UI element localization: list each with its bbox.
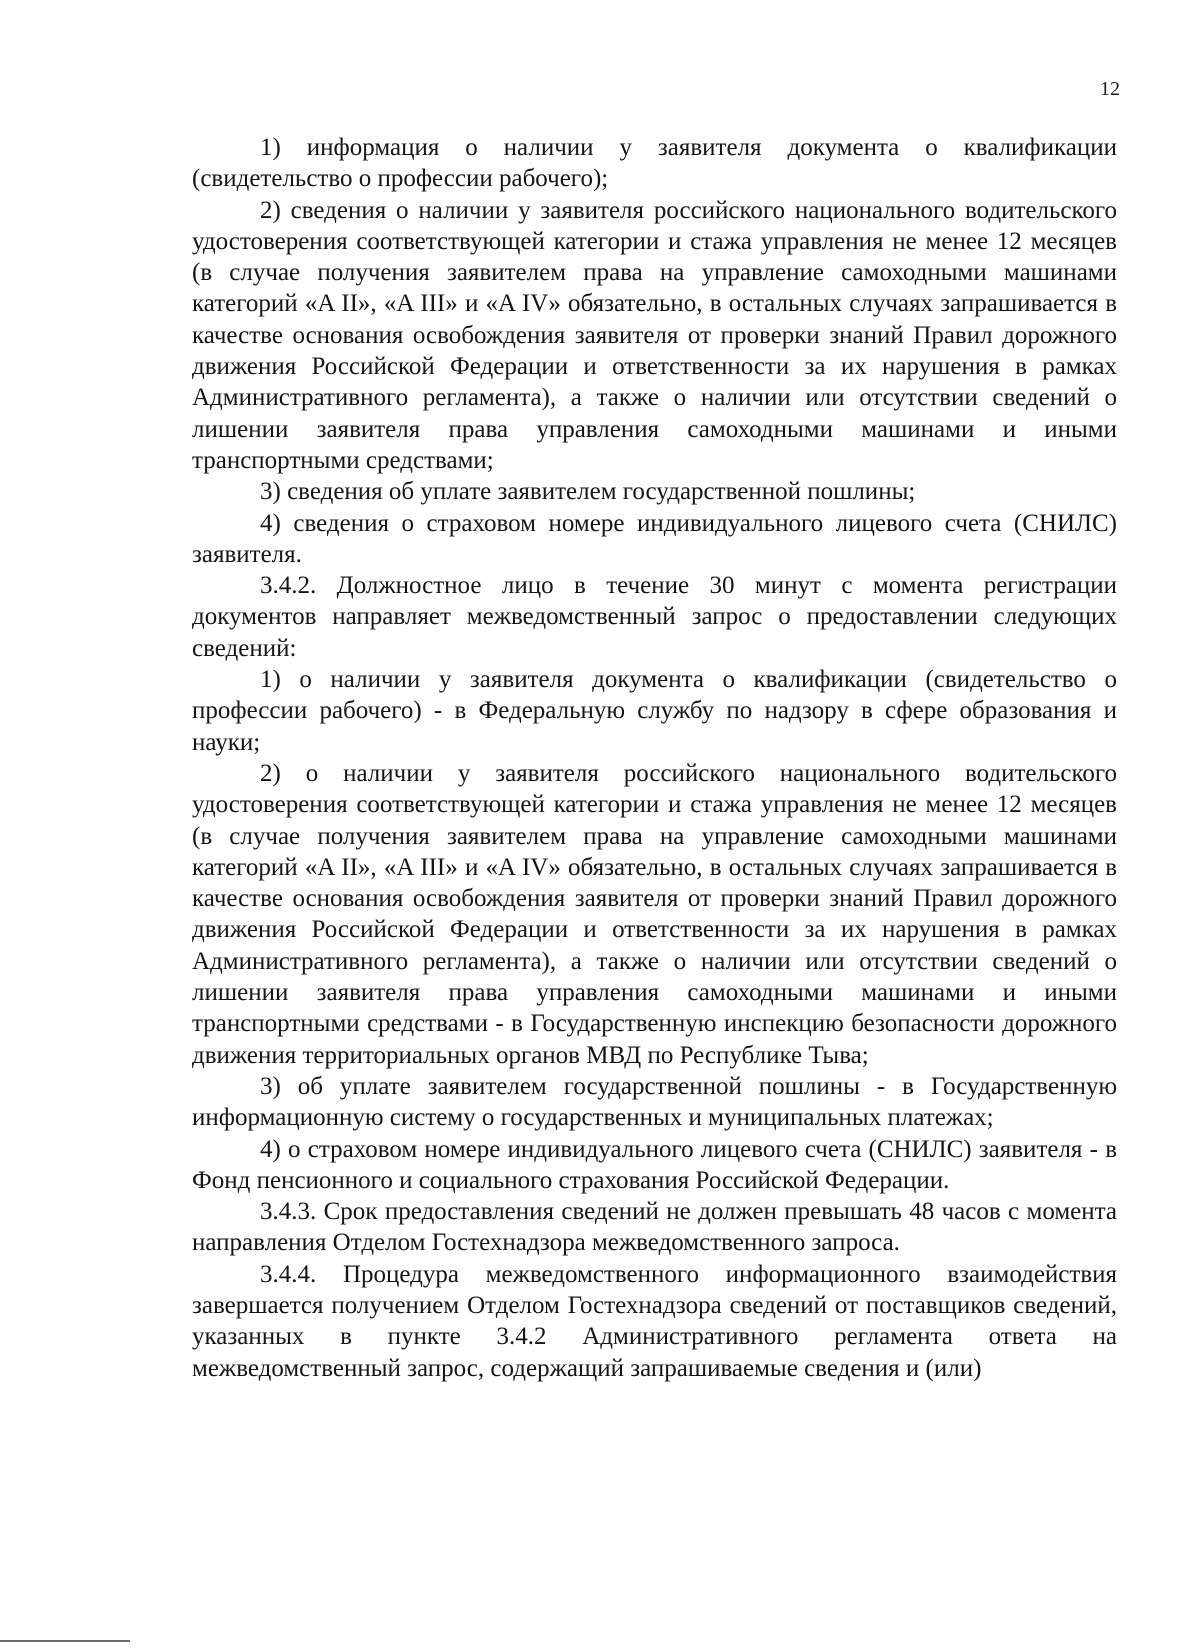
- paragraph-3-state-duty-info: 3) сведения об уплате заявителем государственной пошлины;: [260, 478, 916, 506]
- paragraph-request-4-snils: 4) о страховом номере индивидуального лицевого счета (СНИЛС) заявителя - в Фонд пенсионного и социального страхования Российской Федерации.: [192, 1135, 1117, 1194]
- paragraph-request-2-driving-license: 2) о наличии у заявителя российского национального водительского удостоверения соответствующей категории и стажа управления не менее 12 месяцев (в случае получения заявителем права на управление самоходными машинами категорий «A II», «A III» и «A IV» обязательно, в остальных случаях запрашивается в качестве основания освобождения заявителя от проверки знаний Правил дорожного движения Российской Федерации и ответственности за их нарушения в рамках Административного регламента), а также о наличии или отсутствии сведений о лишении заявителя права управления самоходными машинами и иными транспортными средствами - в Государственную инспекцию безопасности дорожного движения территориальных органов МВД по Республике Тыва;: [192, 759, 1117, 1069]
- paragraph-request-3-state-duty: 3) об уплате заявителем государственной пошлины - в Государственную информационную систему о государственных и муниципальных платежах;: [192, 1072, 1117, 1132]
- paragraph-4-snils-info: 4) сведения о страховом номере индивидуального лицевого счета (СНИЛС) заявителя.: [192, 509, 1117, 568]
- page-number: 12: [1100, 78, 1120, 100]
- footer-rule: [0, 1640, 130, 1642]
- paragraph-3-4-3-response-deadline: 3.4.3. Срок предоставления сведений не должен превышать 48 часов с момента направления Отделом Гостехнадзора межведомственного запроса.: [192, 1198, 1117, 1257]
- paragraph-3-4-4-procedure-completion: 3.4.4. Процедура межведомственного информационного взаимодействия завершается получением Отделом Гостехнадзора сведений от поставщиков сведений, указанных в пункте 3.4.2 Административного регламента ответа на межведомственный запрос, содержащий запрашиваемые сведения и (или): [192, 1260, 1117, 1382]
- paragraph-3-4-2-interagency-request: 3.4.2. Должностное лицо в течение 30 минут с момента регистрации документов направляет межведомственный запрос о предоставлении следующих сведений:: [192, 572, 1117, 662]
- paragraph-request-1-qualification: 1) о наличии у заявителя документа о квалификации (свидетельство о профессии рабочего) - в Федеральную службу по надзору в сфере образования и науки;: [192, 666, 1117, 756]
- paragraph-2-driving-license-info: 2) сведения о наличии у заявителя российского национального водительского удостоверения соответствующей категории и стажа управления не менее 12 месяцев (в случае получения заявителем права на управление самоходными машинами категорий «A II», «A III» и «A IV» обязательно, в остальных случаях запрашивается в качестве основания освобождения заявителя от проверки знаний Правил дорожного движения Российской Федерации и ответственности за их нарушения в рамках Административного регламента), а также о наличии или отсутствии сведений о лишении заявителя права управления самоходными машинами и иными транспортными средствами;: [192, 196, 1117, 474]
- document-body: [192, 132, 1117, 1384]
- paragraph-1-qualification-document-info: 1) информация о наличии у заявителя документа о квалификации (свидетельство о профессии рабочего);: [192, 134, 1117, 193]
